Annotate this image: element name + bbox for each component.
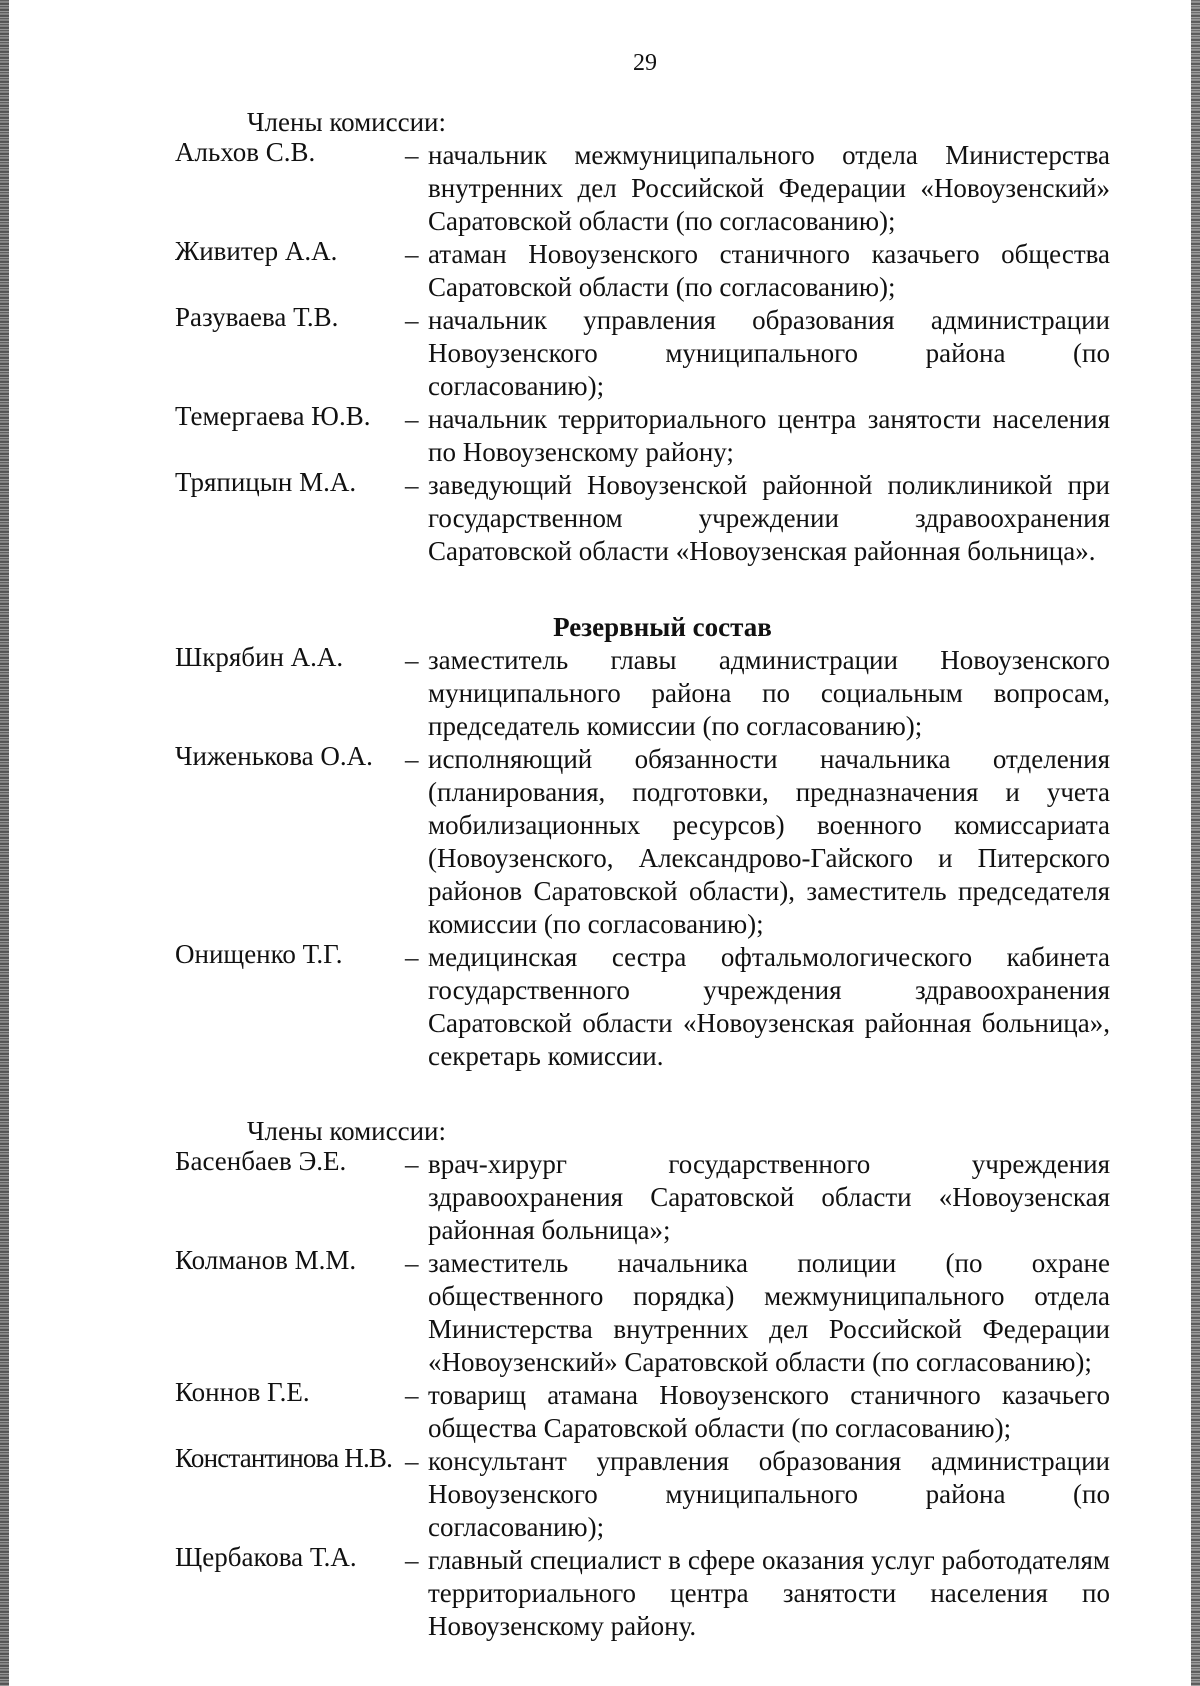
member-description: медицинская сестра офтальмологического кабинета государственного учреждения здравоохранения Саратовской области «Новоузенская районная больница», секретарь комиссии. [428,942,1110,1071]
commission-members-list [175,139,1110,568]
member-description: товарищ атамана Новоузенского станичного казачьего общества Саратовской области (по согласованию); [428,1380,1110,1443]
member-name: Басенбаев Э.Е. [175,1146,347,1176]
member-name: Колманов М.М. [175,1245,357,1275]
member-row [175,941,1110,1073]
member-description: заместитель главы администрации Новоузенского муниципального района по социальным вопросам, председатель комиссии (по согласованию); [428,645,1110,741]
reserve-section-title: Резервный состав [553,612,772,642]
member-name: Онищенко Т.Г. [175,939,343,969]
member-description: главный специалист в сфере оказания услуг работодателям территориального центра занятости населения по Новоузенскому району. [428,1545,1110,1641]
member-name: Живитер А.А. [175,236,338,266]
commission-members-heading: Члены комиссии: [247,107,446,137]
dash-separator: – [405,1149,419,1179]
dash-separator: – [405,942,419,972]
reserve-members-list [175,1148,1110,1643]
dash-separator: – [405,1248,419,1278]
member-row [175,403,1110,469]
dash-separator: – [405,1545,419,1575]
member-description: заведующий Новоузенской районной поликлиникой при государственном учреждении здравоохранения Саратовской области «Новоузенская районная больница». [428,470,1110,566]
dash-separator: – [405,305,419,335]
dash-separator: – [405,239,419,269]
member-description: исполняющий обязанности начальника отделения (планирования, подготовки, предназначения и учета мобилизационных ресурсов) военного комиссариата (Новоузенского, Александрово-Гайского и Питерского районов Саратовской области), заместитель председателя комиссии (по согласованию); [428,744,1110,939]
member-name: Темергаева Ю.В. [175,401,371,431]
member-name: Коннов Г.Е. [175,1377,310,1407]
dash-separator: – [405,645,419,675]
member-row [175,1247,1110,1379]
member-description: консультант управления образования администрации Новоузенского муниципального района (по согласованию); [428,1446,1110,1542]
member-row [175,743,1110,941]
member-description: атаман Новоузенского станичного казачьего общества Саратовской области (по согласованию); [428,239,1110,302]
member-description: заместитель начальника полиции (по охране общественного порядка) межмуниципального отдела Министерства внутренних дел Российской Федерации «Новоузенский» Саратовской области (по согласованию); [428,1248,1110,1377]
dash-separator: – [405,1380,419,1410]
scan-right-edge [1191,0,1200,1686]
section-spacer [175,1073,1110,1115]
member-name: Разуваева Т.В. [175,302,339,332]
member-description: начальник межмуниципального отдела Министерства внутренних дел Российской Федерации «Новоузенский» Саратовской области (по согласованию); [428,140,1110,236]
page-number: 29 [633,50,657,76]
member-description: начальник управления образования администрации Новоузенского муниципального района (по согласованию); [428,305,1110,401]
member-description: врач-хирург государственного учреждения здравоохранения Саратовской области «Новоузенская районная больница»; [428,1149,1110,1245]
member-row [175,1445,1110,1544]
document-body [175,106,1110,1643]
member-name: Альхов С.В. [175,137,316,167]
member-name: Константинова Н.В. [175,1443,393,1473]
reserve-list [175,644,1110,1073]
member-name: Тряпицын М.А. [175,467,357,497]
member-row [175,644,1110,743]
dash-separator: – [405,744,419,774]
member-row [175,238,1110,304]
dash-separator: – [405,140,419,170]
member-name: Щербакова Т.А. [175,1542,357,1572]
member-description: начальник территориального центра занятости населения по Новоузенскому району; [428,404,1110,467]
member-row [175,469,1110,568]
member-row [175,304,1110,403]
dash-separator: – [405,1446,419,1476]
reserve-members-heading: Члены комиссии: [247,1116,446,1146]
member-row [175,1379,1110,1445]
member-row [175,1148,1110,1247]
member-row [175,139,1110,238]
member-row [175,1544,1110,1643]
dash-separator: – [405,404,419,434]
dash-separator: – [405,470,419,500]
scan-left-edge [0,0,9,1686]
member-name: Чиженькова О.А. [175,741,373,771]
member-name: Шкрябин А.А. [175,642,344,672]
